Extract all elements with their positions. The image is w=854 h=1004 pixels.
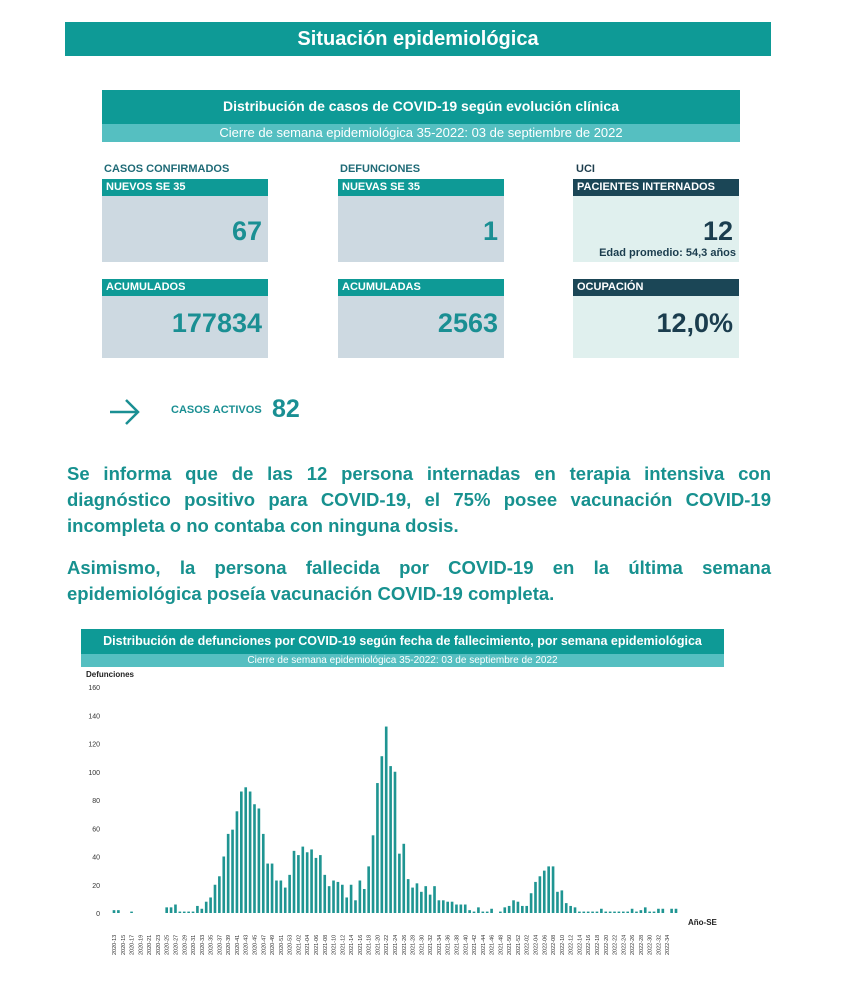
- bar-2021-34: [438, 900, 441, 913]
- x-tick-label: 2021-06: [313, 934, 320, 955]
- bar-2022-32: [657, 909, 660, 913]
- bar-2022-02: [525, 906, 528, 913]
- bar-2021-33: [433, 886, 436, 913]
- bar-2021-46: [490, 909, 493, 913]
- bar-2020-17: [130, 912, 133, 913]
- x-tick-label: 2021-44: [480, 934, 487, 955]
- x-tick-label: 2020-37: [217, 934, 224, 955]
- x-tick-label: 2021-40: [463, 934, 470, 955]
- x-tick-label: 2020-53: [287, 934, 294, 955]
- bar-2020-46: [258, 808, 261, 913]
- bar-2020-31: [192, 912, 195, 913]
- bar-2021-09: [328, 886, 331, 913]
- bar-2021-27: [407, 879, 410, 913]
- icu-patients-header: PACIENTES INTERNADOS: [573, 179, 739, 196]
- bar-2022-12: [569, 906, 572, 913]
- bar-2021-52: [517, 902, 520, 913]
- bar-2021-32: [429, 895, 432, 913]
- bar-2022-10: [561, 890, 564, 913]
- bar-2022-17: [591, 912, 594, 913]
- bar-2022-26: [631, 909, 634, 913]
- bar-2021-29: [416, 883, 419, 913]
- active-cases-value: 82: [272, 395, 300, 423]
- y-tick-label: 0: [96, 911, 100, 918]
- bar-2020-48: [266, 864, 269, 913]
- bar-2021-01: [293, 851, 296, 913]
- bar-2021-08: [323, 875, 326, 913]
- x-tick-label: 2020-51: [278, 934, 285, 955]
- x-tick-label: 2022-22: [612, 934, 619, 955]
- bar-2021-28: [411, 888, 414, 913]
- x-tick-label: 2020-33: [199, 934, 206, 955]
- bar-2022-27: [635, 912, 638, 913]
- chart-subtitle: Cierre de semana epidemiológica 35-2022: 03 de septiembre de 2022: [81, 654, 724, 667]
- x-tick-label: 2021-18: [366, 934, 373, 955]
- x-tick-label: 2021-48: [498, 934, 505, 955]
- bar-2022-22: [613, 912, 616, 913]
- deaths-section-label: DEFUNCIONES: [340, 163, 421, 175]
- x-tick-label: 2020-39: [226, 934, 233, 955]
- bar-2020-36: [214, 885, 217, 913]
- x-tick-label: 2020-27: [173, 934, 180, 955]
- x-tick-label: 2020-47: [261, 934, 268, 955]
- bar-2021-40: [464, 905, 467, 913]
- y-tick-label: 120: [88, 741, 100, 749]
- bar-2020-37: [218, 876, 221, 913]
- bar-2021-22: [385, 727, 388, 913]
- bar-2022-18: [596, 912, 599, 913]
- icu-patients-value: 12: [702, 216, 733, 246]
- bar-2020-14: [117, 910, 120, 913]
- x-tick-label: 2022-18: [594, 934, 601, 955]
- x-axis-label: Año-SE: [688, 918, 717, 927]
- bar-2021-37: [451, 902, 454, 913]
- bar-2020-51: [280, 881, 283, 913]
- chart-title: Distribución de defunciones por COVID-19 según fecha de fallecimiento, por semana epidemiológica: [81, 629, 724, 654]
- bar-2022-05: [539, 876, 542, 913]
- bar-2022-33: [662, 909, 665, 913]
- bar-undefined: [670, 909, 673, 913]
- bar-2020-50: [275, 881, 278, 913]
- x-tick-label: 2021-24: [393, 934, 399, 955]
- active-cases-label: CASOS ACTIVOS: [171, 404, 262, 416]
- bar-2021-41: [468, 910, 471, 913]
- x-tick-label: 2022-06: [542, 934, 549, 955]
- bar-2021-30: [420, 892, 423, 913]
- x-tick-label: 2021-32: [428, 934, 435, 955]
- bar-2021-26: [402, 844, 405, 913]
- bar-2020-53: [288, 875, 291, 913]
- x-tick-label: 2021-08: [322, 934, 329, 955]
- bar-2022-25: [626, 912, 629, 913]
- bar-2021-06: [315, 858, 318, 913]
- x-tick-label: 2022-10: [559, 934, 566, 955]
- bar-2022-20: [604, 912, 607, 913]
- bar-2021-10: [332, 881, 335, 913]
- bar-2020-49: [271, 864, 274, 913]
- x-tick-label: 2021-26: [401, 934, 408, 955]
- x-tick-label: 2022-02: [524, 934, 531, 955]
- bar-2021-38: [455, 905, 458, 913]
- bar-2021-03: [301, 847, 304, 913]
- bar-2020-32: [196, 906, 199, 913]
- icu-occupancy-value: 12,0%: [656, 308, 733, 338]
- x-tick-label: 2021-42: [472, 934, 479, 955]
- bar-2021-04: [306, 852, 309, 913]
- x-tick-label: 2020-19: [138, 934, 145, 955]
- icu-age-note: Edad promedio: 54,3 años: [599, 247, 736, 259]
- x-tick-label: 2022-08: [551, 934, 558, 955]
- bar-2021-31: [424, 886, 427, 913]
- cumulative-deaths-value: 2563: [437, 308, 498, 338]
- death-vaccination-paragraph: Asimismo, la persona fallecida por COVID-19 en la última semana epidemiológica poseía vacunación COVID-19 completa.: [67, 557, 771, 604]
- bar-2020-29: [183, 912, 186, 913]
- bar-2021-35: [442, 900, 445, 913]
- bar-2022-19: [600, 909, 603, 913]
- x-tick-label: 2021-52: [515, 934, 522, 955]
- bar-2020-30: [187, 912, 190, 913]
- bar-2022-14: [578, 912, 581, 913]
- new-cases-header: NUEVOS SE 35: [102, 179, 268, 196]
- confirmed-section-label: CASOS CONFIRMADOS: [104, 163, 230, 175]
- x-tick-label: 2022-04: [533, 934, 540, 955]
- cumulative-cases-header: ACUMULADOS: [102, 279, 268, 296]
- y-tick-label: 140: [88, 713, 100, 721]
- cumulative-cases-value: 177834: [171, 308, 262, 338]
- x-tick-label: 2021-12: [340, 934, 347, 955]
- bar-2021-23: [389, 766, 392, 913]
- bar-2021-18: [367, 866, 370, 913]
- x-tick-label: 2020-23: [155, 934, 162, 955]
- y-tick-label: 160: [88, 685, 100, 692]
- bar-2020-26: [170, 907, 173, 913]
- bar-2021-17: [363, 889, 366, 913]
- x-tick-label: 2020-15: [120, 934, 127, 955]
- bar-2020-38: [222, 857, 225, 914]
- bar-2022-13: [574, 907, 577, 913]
- page-banner: Situación epidemiológica: [65, 22, 771, 56]
- bar-2022-28: [640, 910, 643, 913]
- bar-2020-28: [179, 912, 182, 913]
- bar-2021-15: [354, 900, 357, 913]
- bar-2021-12: [341, 885, 344, 913]
- x-tick-label: 2022-34: [665, 934, 672, 955]
- bar-2022-24: [622, 912, 625, 913]
- bar-2020-33: [201, 909, 204, 913]
- x-tick-label: 2021-20: [375, 934, 382, 955]
- bar-2020-40: [231, 830, 234, 913]
- x-tick-label: 2020-41: [234, 934, 241, 955]
- x-tick-label: 2020-29: [182, 934, 189, 955]
- x-tick-label: 2020-45: [252, 934, 259, 955]
- bar-2020-27: [174, 905, 177, 913]
- x-tick-label: 2022-20: [603, 934, 610, 955]
- x-tick-label: 2022-26: [630, 934, 637, 955]
- x-tick-label: 2020-49: [270, 934, 277, 955]
- bar-2020-44: [249, 792, 252, 913]
- icu-occupancy-header: OCUPACIÓN: [573, 279, 739, 296]
- x-tick-label: 2020-25: [164, 934, 171, 955]
- bar-2021-48: [499, 912, 502, 913]
- bar-2022-08: [552, 866, 555, 913]
- y-tick-label: 80: [92, 798, 100, 805]
- x-tick-label: 2021-50: [507, 934, 514, 955]
- bar-2022-21: [609, 912, 612, 913]
- bar-2020-25: [165, 907, 168, 913]
- new-deaths-header: NUEVAS SE 35: [338, 179, 504, 196]
- x-tick-label: 2021-16: [357, 934, 364, 955]
- bar-2022-23: [618, 912, 621, 913]
- x-tick-label: 2022-32: [656, 934, 663, 955]
- bar-2022-29: [644, 907, 647, 913]
- bar-undefined: [675, 909, 678, 913]
- summary-panel-subtitle: Cierre de semana epidemiológica 35-2022: 03 de septiembre de 2022: [102, 124, 740, 142]
- bar-2021-19: [372, 835, 375, 913]
- bar-2020-39: [227, 834, 230, 913]
- y-tick-label: 60: [92, 826, 100, 834]
- bar-2022-01: [521, 906, 524, 913]
- bar-2021-07: [319, 855, 322, 913]
- bar-2020-34: [205, 902, 208, 913]
- x-tick-label: 2021-02: [296, 934, 303, 955]
- x-tick-label: 2021-04: [305, 934, 312, 955]
- bar-2022-31: [653, 912, 656, 913]
- y-tick-label: 20: [92, 882, 100, 890]
- x-tick-label: 2021-28: [410, 934, 417, 955]
- bar-2021-51: [512, 900, 515, 913]
- bar-2022-09: [556, 892, 559, 913]
- bar-2022-03: [530, 893, 533, 913]
- x-tick-label: 2021-22: [384, 934, 391, 955]
- x-tick-label: 2021-14: [349, 934, 356, 955]
- icu-section-label: UCI: [576, 163, 595, 175]
- x-tick-label: 2020-13: [112, 934, 118, 955]
- summary-panel-title: Distribución de casos de COVID-19 según evolución clínica: [102, 90, 740, 124]
- bar-2021-24: [394, 772, 397, 913]
- bar-2022-04: [534, 882, 537, 913]
- x-tick-label: 2020-17: [129, 934, 136, 955]
- y-tick-label: 100: [88, 769, 100, 777]
- x-tick-label: 2021-10: [331, 934, 338, 955]
- bar-2021-25: [398, 854, 401, 913]
- x-tick-label: 2022-30: [647, 934, 654, 955]
- x-tick-label: 2022-28: [638, 934, 645, 955]
- bar-2021-43: [477, 907, 480, 913]
- bar-2021-14: [350, 885, 353, 913]
- bar-2022-16: [587, 912, 590, 913]
- bar-2021-49: [503, 907, 506, 913]
- bar-2020-47: [262, 834, 265, 913]
- y-tick-label: 40: [92, 854, 100, 862]
- x-tick-label: 2021-36: [445, 934, 452, 955]
- bar-2021-02: [297, 855, 300, 913]
- x-tick-label: 2020-43: [243, 934, 250, 955]
- x-tick-label: 2022-12: [568, 934, 575, 955]
- bar-2021-20: [376, 783, 379, 913]
- cumulative-deaths-header: ACUMULADAS: [338, 279, 504, 296]
- bar-2021-39: [460, 905, 463, 913]
- x-tick-label: 2022-24: [621, 934, 628, 955]
- x-tick-label: 2020-21: [147, 934, 154, 955]
- x-tick-label: 2022-14: [577, 934, 584, 955]
- icu-vaccination-paragraph: Se informa que de las 12 persona internadas en terapia intensiva con diagnóstico positivo para COVID-19, el 75% posee vacunación COVID-19 incompleta o no contaba con ninguna dosis.: [67, 463, 771, 536]
- new-deaths-value: 1: [482, 216, 498, 246]
- x-tick-label: 2021-34: [436, 934, 443, 955]
- bar-2021-11: [337, 882, 340, 913]
- bar-2021-36: [446, 902, 449, 913]
- x-tick-label: 2020-31: [191, 934, 198, 955]
- bar-2022-30: [648, 912, 651, 913]
- x-tick-label: 2021-30: [419, 934, 426, 955]
- x-tick-label: 2021-46: [489, 934, 496, 955]
- y-axis-label: Defunciones: [86, 670, 135, 679]
- bar-2021-16: [359, 881, 362, 913]
- x-tick-label: 2020-35: [208, 934, 215, 955]
- bar-2020-42: [240, 792, 243, 913]
- bar-2022-07: [547, 866, 550, 913]
- bar-2021-13: [345, 897, 348, 913]
- bar-2021-44: [482, 912, 485, 913]
- bar-2020-13: [113, 910, 116, 913]
- x-tick-label: 2022-16: [586, 934, 593, 955]
- bar-2020-45: [253, 804, 256, 913]
- bar-2021-42: [473, 912, 476, 913]
- bar-2020-43: [244, 787, 247, 913]
- bar-2021-50: [508, 906, 511, 913]
- bar-2022-11: [565, 903, 568, 913]
- bar-2020-35: [209, 897, 212, 913]
- bar-2020-52: [284, 888, 287, 913]
- bar-2021-21: [381, 756, 384, 913]
- bar-2020-41: [236, 811, 239, 913]
- bar-2021-45: [486, 912, 489, 913]
- new-cases-value: 67: [231, 216, 262, 246]
- bar-2022-06: [543, 871, 546, 913]
- bar-2021-05: [310, 849, 313, 913]
- x-tick-label: 2021-38: [454, 934, 461, 955]
- bar-2022-15: [582, 912, 585, 913]
